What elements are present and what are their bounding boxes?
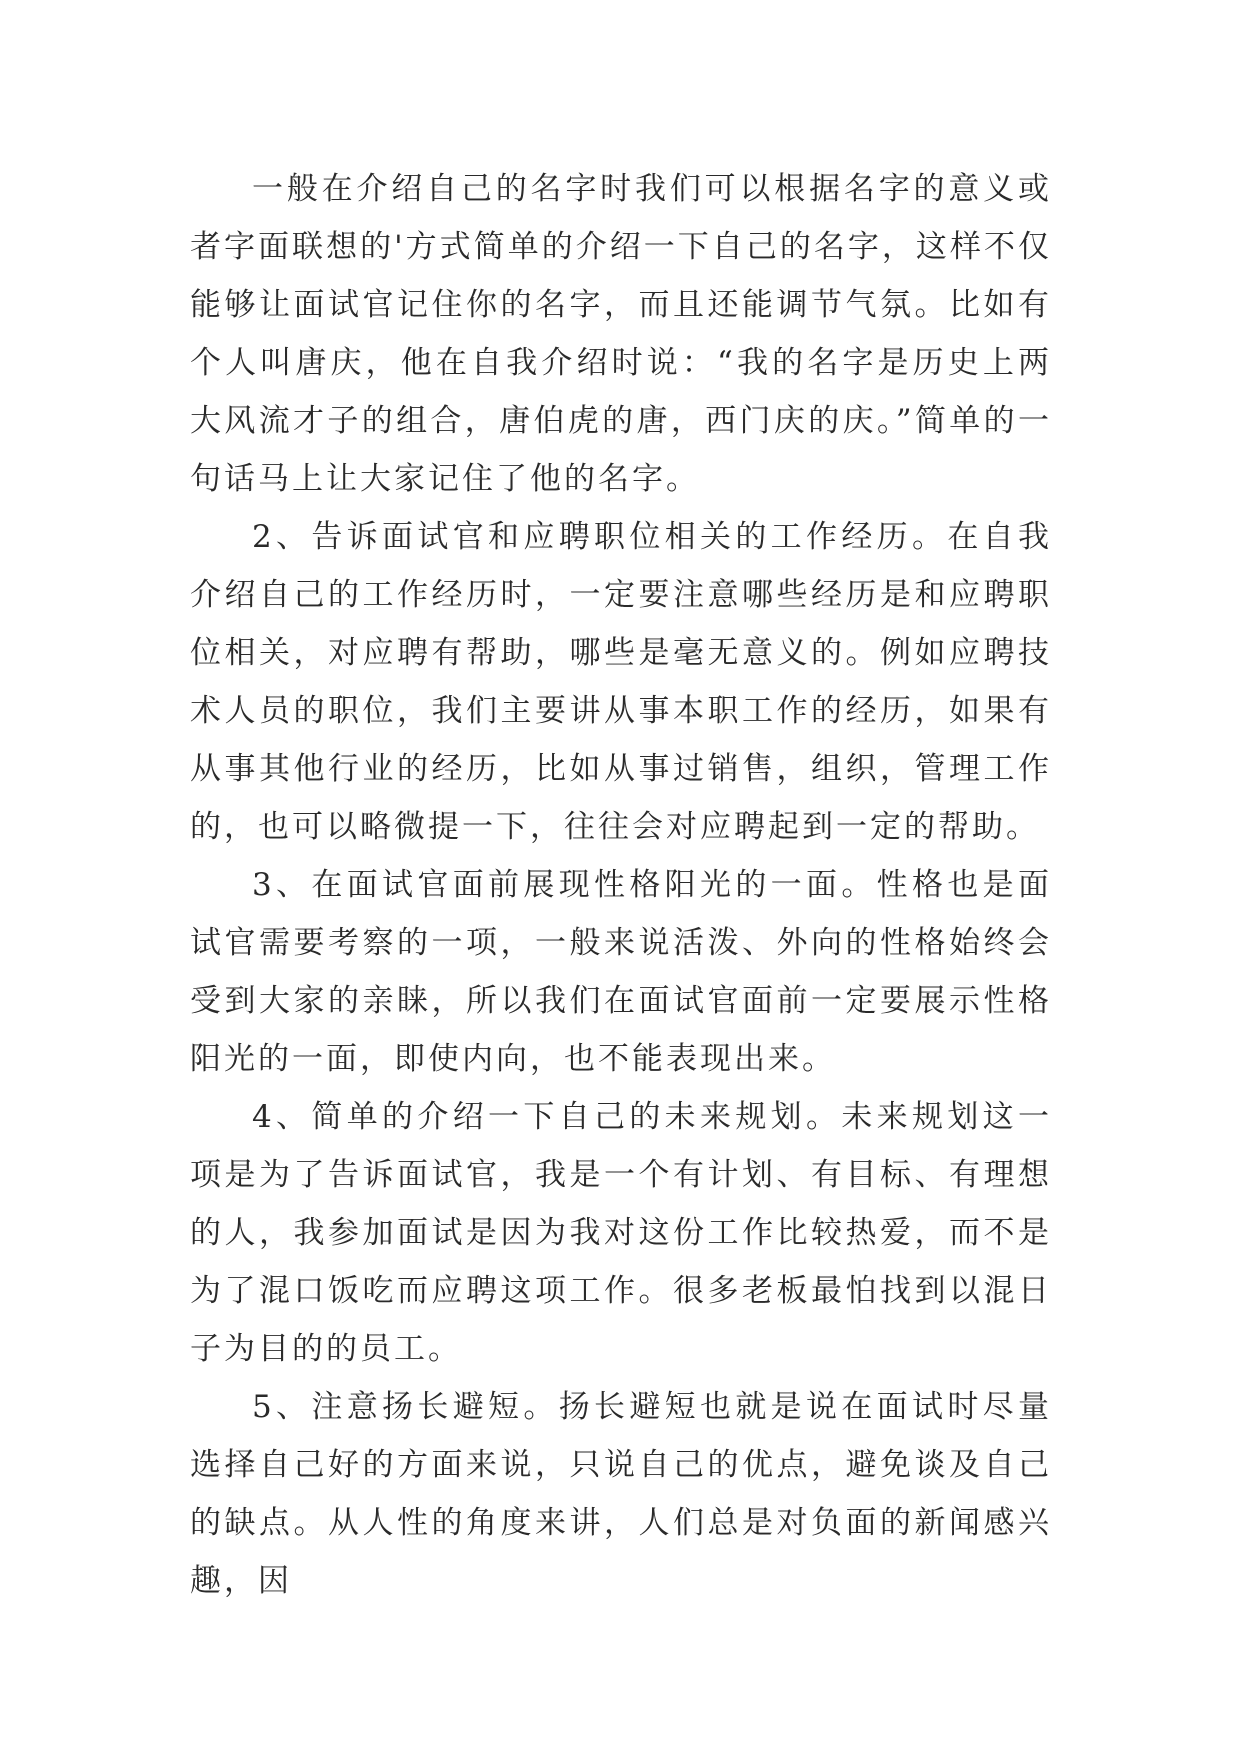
paragraph-sunny-personality: 3、在面试官面前展现性格阳光的一面。性格也是面试官需要考察的一项，一般来说活泼、外向的性格始终会受到大家的亲睐，所以我们在面试官面前一定要展示性格阳光的一面，即使内向，也不能表现出来。 — [190, 867, 1052, 1077]
paragraph-future-plan: 4、简单的介绍一下自己的未来规划。未来规划这一项是为了告诉面试官，我是一个有计划、有目标、有理想的人，我参加面试是因为我对这份工作比较热爱，而不是为了混口饭吃而应聘这项工作。很多老板最怕找到以混日子为目的的员工。 — [190, 1099, 1052, 1367]
paragraph-strengths: 5、注意扬长避短。扬长避短也就是说在面试时尽量选择自己好的方面来说，只说自己的优点，避免谈及自己的缺点。从人性的角度来讲，人们总是对负面的新闻感兴趣，因 — [190, 1389, 1052, 1599]
paragraph-name-introduction: 一般在介绍自己的名字时我们可以根据名字的意义或者字面联想的'方式简单的介绍一下自己的名字，这样不仅能够让面试官记住你的名字，而且还能调节气氛。比如有个人叫唐庆，他在自我介绍时说：“我的名字是历史上两大风流才子的组合，唐伯虎的唐，西门庆的庆。”简单的一句话马上让大家记住了他的名字。 — [190, 171, 1052, 497]
document-page — [190, 160, 1052, 1610]
paragraph-work-experience: 2、告诉面试官和应聘职位相关的工作经历。在自我介绍自己的工作经历时，一定要注意哪些经历是和应聘职位相关，对应聘有帮助，哪些是毫无意义的。例如应聘技术人员的职位，我们主要讲从事本职工作的经历，如果有从事其他行业的经历，比如从事过销售，组织，管理工作的，也可以略微提一下，往往会对应聘起到一定的帮助。 — [190, 519, 1052, 845]
